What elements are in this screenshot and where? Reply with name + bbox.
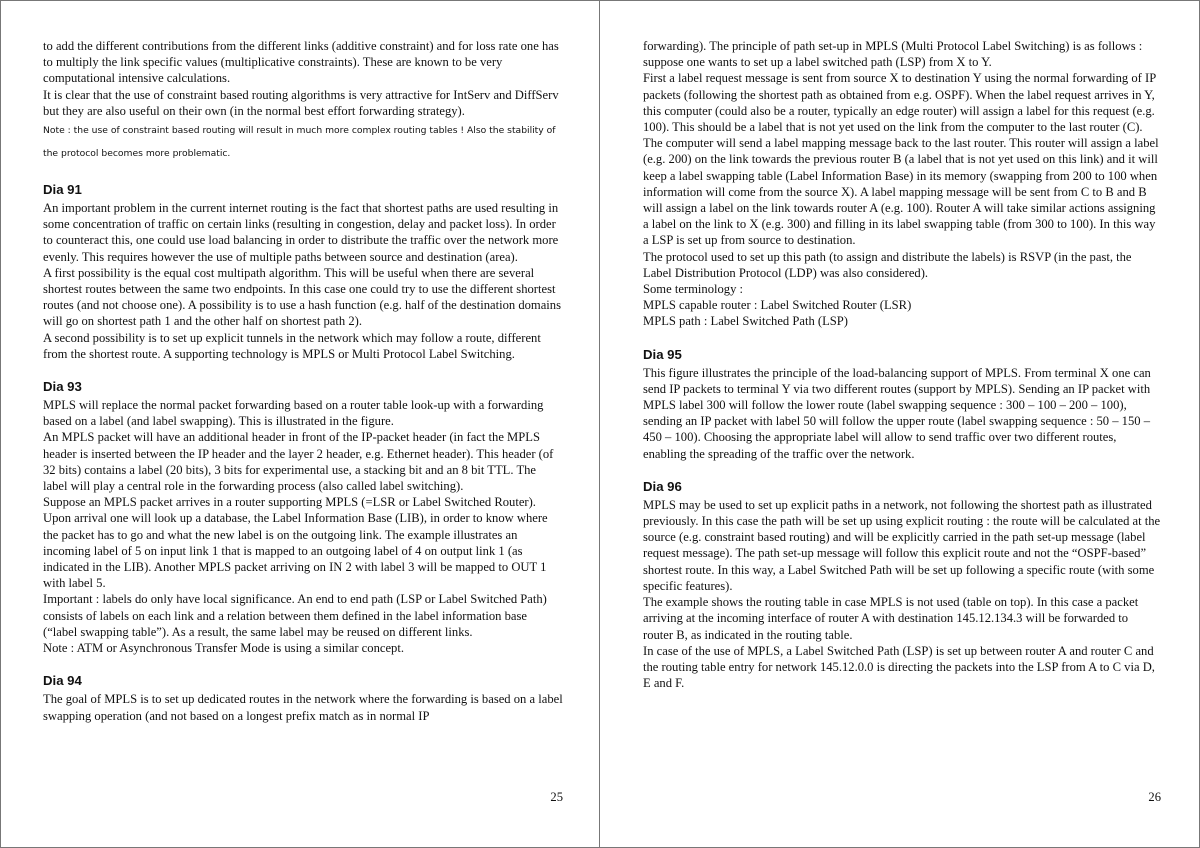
paragraph: The example shows the routing table in case MPLS is not used (table on top). In this case a packet arriving at the incoming interface of router A with destination 145.12.134.3 will be forwarded to router B, as indicated in the routing table. — [643, 595, 1139, 642]
paragraph: to add the different contributions from the different links (additive constraint) and for loss rate one has to multiply the link specific values (multiplicative constraints). These are known to be very computational intensive calculations. — [43, 39, 559, 86]
paragraph: MPLS will replace the normal packet forwarding based on a router table look-up with a forwarding based on a label (and label swapping). This is illustrated in the figure. — [43, 398, 544, 429]
page-right-content — [643, 38, 1161, 691]
paragraph: The protocol used to set up this path (to assign and distribute the labels) is RSVP (in the past, the Label Distribution Protocol (LDP) was also considered). — [643, 249, 1132, 280]
section-heading-dia-95: Dia 95 — [643, 346, 682, 362]
paragraph: An important problem in the current internet routing is the fact that shortest paths are used resulting in some concentration of traffic on certain links (resulting in congestion, delay and packet loss). In order to counteract this, one could use load balancing in order to distribute the traffic over the network more evenly. This requires however the use of multiple paths between source and destination (area). — [43, 201, 559, 264]
paragraph: It is clear that the use of constraint based routing algorithms is very attractive for IntServ and DiffServ but they are also useful on their own (in the normal best effort forwarding strategy). — [43, 87, 559, 118]
page-right — [600, 0, 1200, 848]
paragraph: Suppose an MPLS packet arrives in a router supporting MPLS (=LSR or Label Switched Router). Upon arrival one will look up a database, the Label Information Base (LIB), in order to know where the packet has to go and what the new label is on the outgoing link. The example illustrates an incoming label of 5 on input link 1 that is mapped to an outgoing label of 4 on output link 1 (as indicated in the LIB). Another MPLS packet arriving on IN 2 with label 3 will be mapped to OUT 1 with label 5. — [43, 495, 548, 591]
paragraph: A first possibility is the equal cost multipath algorithm. This will be useful when there are several shortest routes between the same two endpoints. In this case one could try to use the different shortest routes (and not choose one). A possibility is to use a hash function (e.g. half of the destination domains will go on shortest path 1 and the other half on shortest path 2). — [43, 265, 562, 329]
paragraph: Some terminology : — [643, 282, 744, 297]
section-heading-dia-94: Dia 94 — [43, 673, 82, 689]
paragraph: A second possibility is to set up explicit tunnels in the network which may follow a route, different from the shortest route. A supporting technology is MPLS or Multi Protocol Label Switching. — [43, 330, 541, 361]
paragraph: First a label request message is sent from source X to destination Y using the normal forwarding of IP packets (following the shortest path as obtained from e.g. OSPF). When the label request arrives in Y, this computer (could also be a router, typically an edge router) will assign a label for this request (e.g. 100). This should be a label that is not yet used on the link from the computer to the last router (C). The computer will send a label mapping message back to the last router. This router will assign a label (e.g. 200) on the link towards the previous router B (a label that is not yet used on this link) and it will keep a label swapping table (Label Information Base) in its memory (swapping from 200 to 100 when information will come from the source X). A label mapping message will be sent from C to B and B will assign a label on the link towards router A (e.g. 100). Router A will take similar actions assigning a label on the link to X (e.g. 300) and filling in its label swapping table (from 300 to 100). In this way a LSP is set up from source to destination. — [643, 71, 1159, 248]
paragraph: An MPLS packet will have an additional header in front of the IP-packet header (in fact the MPLS header is inserted between the IP header and the layer 2 header, e.g. Ethernet header). This header (of 32 bits) contains a label (20 bits), 3 bits for experimental use, a stacking bit and an 8 bit TTL. The label will play a central role in the forwarding process (also called label switching). — [43, 430, 554, 494]
note-paragraph: Note : the use of constraint based routing will result in much more complex routing tables ! Also the stability of the protocol becomes more problematic. — [43, 125, 556, 160]
paragraph: This figure illustrates the principle of the load-balancing support of MPLS. From terminal X one can send IP packets to terminal Y via two different routes (support by MPLS). Sending an IP packet with MPLS label 300 will follow the lower route (label swapping sequence : 300 – 100 – 200 – 100), sending an IP packet with label 50 will follow the upper route (label swapping sequence : 50 – 150 – 450 – 100). Choosing the appropriate label will allow to send traffic over two different routes, enabling the spreading of the traffic over the network. — [643, 365, 1151, 461]
paragraph: In case of the use of MPLS, a Label Switched Path (LSP) is set up between router A and router C and the routing table entry for network 145.12.0.0 is directing the packets into the LSP from A to C via D, E and F. — [643, 643, 1155, 691]
paragraph: The goal of MPLS is to set up dedicated routes in the network where the forwarding is based on a label swapping operation (and not based on a longest prefix match as in normal IP — [43, 692, 563, 723]
section-heading-dia-91: Dia 91 — [43, 182, 82, 198]
page-number: 26 — [1148, 790, 1161, 804]
paragraph: MPLS capable router : Label Switched Router (LSR) — [643, 298, 912, 313]
page-left-content — [43, 38, 563, 724]
paragraph: forwarding). The principle of path set-up in MPLS (Multi Protocol Label Switching) is as follows : suppose one wants to set up a label switched path (LSP) from X to Y. — [643, 39, 1143, 70]
section-heading-dia-96: Dia 96 — [643, 478, 682, 494]
paragraph: Important : labels do only have local significance. An end to end path (LSP or Label Switched Path) consists of labels on each link and a relation between them defined in the label information base (“label swapping table”). As a result, the same label may be reused on different links. — [43, 592, 547, 639]
paragraph: MPLS may be used to set up explicit paths in a network, not following the shortest path as illustrated previously. In this case the path will be set up using explicit routing : the route will be calculated at the source (e.g. constraint based routing) and will be explicitly carried in the path set-up message (label request message). The path set-up message will follow this explicit route and not the “OSPF-based” shortest route. In this way, a Label Switched Path will be set up following a specific route (with some specific features). — [643, 497, 1161, 593]
section-heading-dia-93: Dia 93 — [43, 379, 82, 395]
page-number: 25 — [550, 790, 563, 804]
paragraph: MPLS path : Label Switched Path (LSP) — [643, 314, 848, 329]
paragraph: Note : ATM or Asynchronous Transfer Mode is using a similar concept. — [43, 641, 404, 656]
